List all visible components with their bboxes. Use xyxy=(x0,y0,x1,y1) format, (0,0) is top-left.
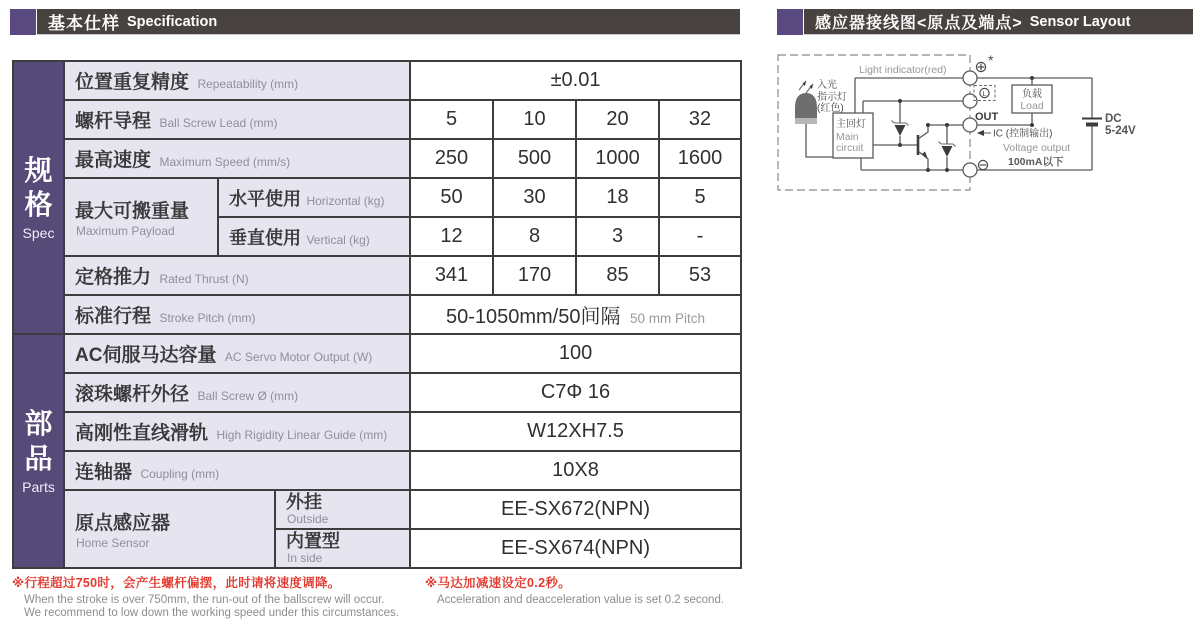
label-en: AC Servo Motor Output (W) xyxy=(224,350,373,364)
label-max-speed xyxy=(64,139,410,178)
value-cell: 5 xyxy=(410,100,493,139)
label-en: Rated Thrust (N) xyxy=(159,272,249,286)
terminal-plus xyxy=(963,71,977,85)
transistor-icon xyxy=(918,125,928,170)
value-cell: - xyxy=(659,217,741,256)
label-repeatability xyxy=(64,61,410,100)
value-cell: 32 xyxy=(659,100,741,139)
ic-arrow xyxy=(977,130,991,136)
light-indicator-label: Light indicator(red) xyxy=(859,64,947,76)
footnote-stroke-warning xyxy=(12,573,399,619)
sensor-header-bar xyxy=(804,9,1193,35)
row-linear-guide xyxy=(13,412,741,451)
value-linear-guide: W12XH7.5 xyxy=(410,412,741,451)
sensor-header-title-zh: 感应器接线图<原点及端点> xyxy=(815,15,1023,32)
label-en: Maximum Payload xyxy=(76,224,175,238)
label-en: In side xyxy=(287,551,323,566)
zener-diode-icon xyxy=(892,101,909,145)
value-sensor-outside: EE-SX672(NPN) xyxy=(410,490,741,529)
voltage-output-label: Voltage output xyxy=(1003,142,1071,154)
zener-diode-icon xyxy=(939,125,956,170)
footnote-zh: ※行程超过750时，会产生螺杆偏摆，此时请将速度调降。 xyxy=(12,576,341,590)
terminal-l-letter: L xyxy=(982,89,987,98)
value-cell: 170 xyxy=(493,256,576,295)
purple-accent-square xyxy=(777,9,803,35)
load-label-en: Load xyxy=(1020,100,1044,112)
plus-terminal-icon xyxy=(976,62,985,71)
label-home-sensor xyxy=(64,490,275,568)
indicator-lamp-label: 指示灯 xyxy=(817,92,847,103)
stroke-value-zh: 50-1050mm/50间隔 xyxy=(445,306,621,328)
value-cell: 5 xyxy=(659,178,741,217)
row-servo xyxy=(13,334,741,373)
spec-section-header xyxy=(10,9,740,35)
label-zh: 定格推力 xyxy=(75,267,152,288)
label-zh: 外挂 xyxy=(286,492,322,513)
current-limit-label: 100mA以下 xyxy=(1008,156,1064,168)
stroke-value-en: 50 mm Pitch xyxy=(630,311,706,326)
section-parts-en: Parts xyxy=(22,478,55,495)
label-zh: 标准行程 xyxy=(75,306,152,327)
spec-header-title-zh: 基本仕样 xyxy=(48,14,120,33)
sensor-section-header xyxy=(777,9,1193,35)
label-linear-guide xyxy=(64,412,410,451)
row-home-sensor-outside xyxy=(13,490,741,529)
label-en: Home Sensor xyxy=(76,536,150,550)
value-cell: 18 xyxy=(576,178,659,217)
label-en: Stroke Pitch (mm) xyxy=(159,311,256,325)
main-circuit-label-zh: 主回灯 xyxy=(836,119,866,130)
footnote-en: Acceleration and deacceleration value is set 0.2 second. xyxy=(437,593,725,606)
value-cell: 50 xyxy=(410,178,493,217)
terminal-minus xyxy=(963,163,977,177)
label-max-payload xyxy=(64,178,218,256)
label-zh: 连轴器 xyxy=(75,462,133,483)
label-en: Coupling (mm) xyxy=(140,467,220,481)
footnote-en-line2: We recommend to low down the working speed under this circumstances. xyxy=(24,606,399,619)
label-en: Outside xyxy=(287,512,329,527)
value-stroke xyxy=(410,295,741,334)
purple-accent-square xyxy=(10,9,36,35)
spec-header-bar xyxy=(37,9,740,35)
row-payload-horizontal xyxy=(13,178,741,217)
dc-label: DC xyxy=(1105,113,1122,125)
label-servo xyxy=(64,334,410,373)
row-rated-thrust xyxy=(13,256,741,295)
row-ball-screw-lead xyxy=(13,100,741,139)
red-color-label: (红色) xyxy=(817,103,844,114)
spec-table xyxy=(12,60,742,569)
label-zh: 内置型 xyxy=(286,531,340,552)
section-spec-en: Spec xyxy=(22,225,55,242)
row-max-speed xyxy=(13,139,741,178)
label-en: High Rigidity Linear Guide (mm) xyxy=(216,428,388,442)
value-cell: 500 xyxy=(493,139,576,178)
row-stroke xyxy=(13,295,741,334)
value-sensor-inside: EE-SX674(NPN) xyxy=(410,529,741,568)
minus-terminal-icon xyxy=(978,160,987,169)
value-servo: 100 xyxy=(410,334,741,373)
label-zh: 原点感应器 xyxy=(75,513,171,534)
value-cell: 30 xyxy=(493,178,576,217)
label-zh: 滚珠螺杆外径 xyxy=(75,384,190,405)
value-cell: 10 xyxy=(493,100,576,139)
label-zh: 最大可搬重量 xyxy=(75,201,190,222)
label-stroke xyxy=(64,295,410,334)
value-coupling: 10X8 xyxy=(410,451,741,490)
footnote-en-line1: When the stroke is over 750mm, the run-out of the ballscrew will occur. xyxy=(24,593,385,606)
label-en: Horizontal (kg) xyxy=(306,193,385,208)
value-ball-screw-dia: C7Φ 16 xyxy=(410,373,741,412)
label-en: Maximum Speed (mm/s) xyxy=(159,155,291,169)
label-en: Ball Screw Ø (mm) xyxy=(197,389,299,403)
led-indicator-icon xyxy=(795,81,817,124)
label-zh: 垂直使用 xyxy=(229,227,301,248)
footnote-acceleration xyxy=(425,573,724,606)
value-cell: 250 xyxy=(410,139,493,178)
value-cell: 8 xyxy=(493,217,576,256)
label-horizontal xyxy=(218,178,410,217)
label-zh: 螺杆导程 xyxy=(75,111,152,132)
section-spec-zh: 规格 xyxy=(24,154,53,220)
label-en: Vertical (kg) xyxy=(306,232,370,247)
spec-header-title-en: Specification xyxy=(127,13,218,30)
footnote-zh: ※马达加减速设定0.2秒。 xyxy=(425,576,571,590)
value-cell: 85 xyxy=(576,256,659,295)
value-cell: 341 xyxy=(410,256,493,295)
value-cell: 1600 xyxy=(659,139,741,178)
label-vertical xyxy=(218,217,410,256)
out-label: OUT xyxy=(975,111,999,123)
value-cell: 1000 xyxy=(576,139,659,178)
dc-voltage-label: 5-24V xyxy=(1105,125,1136,137)
row-repeatability xyxy=(13,61,741,100)
label-zh: 水平使用 xyxy=(229,188,301,209)
label-outside xyxy=(275,490,410,529)
row-ball-screw-dia xyxy=(13,373,741,412)
label-en: Repeatability (mm) xyxy=(197,77,299,91)
label-inside xyxy=(275,529,410,568)
value-repeatability: ±0.01 xyxy=(410,61,741,100)
label-ball-screw-lead xyxy=(64,100,410,139)
value-cell: 12 xyxy=(410,217,493,256)
label-zh: 最高速度 xyxy=(75,150,152,171)
section-parts-zh: 部品 xyxy=(24,408,53,474)
section-label-spec xyxy=(13,61,64,334)
section-label-parts xyxy=(13,334,64,568)
label-coupling xyxy=(64,451,410,490)
ic-label: IC (控制输出) xyxy=(993,128,1053,140)
battery-icon xyxy=(1082,119,1102,125)
label-zh: AC伺服马达容量 xyxy=(75,345,217,366)
label-ball-screw-dia xyxy=(64,373,410,412)
load-label-zh: 负载 xyxy=(1022,89,1042,100)
sensor-wiring-diagram xyxy=(775,48,1195,208)
label-en: Ball Screw Lead (mm) xyxy=(159,116,278,130)
label-zh: 位置重复精度 xyxy=(75,72,190,93)
incoming-light-label: 入光 xyxy=(817,80,837,91)
row-coupling xyxy=(13,451,741,490)
light-terminal-icon xyxy=(974,86,995,101)
asterisk: * xyxy=(988,52,994,68)
label-rated-thrust xyxy=(64,256,410,295)
value-cell: 20 xyxy=(576,100,659,139)
sensor-header-title-en: Sensor Layout xyxy=(1029,13,1131,30)
label-zh: 高刚性直线滑轨 xyxy=(75,423,209,444)
main-circuit-label-en2: circuit xyxy=(836,142,864,154)
main-circuit-label-en1: Main xyxy=(836,131,859,143)
value-cell: 3 xyxy=(576,217,659,256)
value-cell: 53 xyxy=(659,256,741,295)
